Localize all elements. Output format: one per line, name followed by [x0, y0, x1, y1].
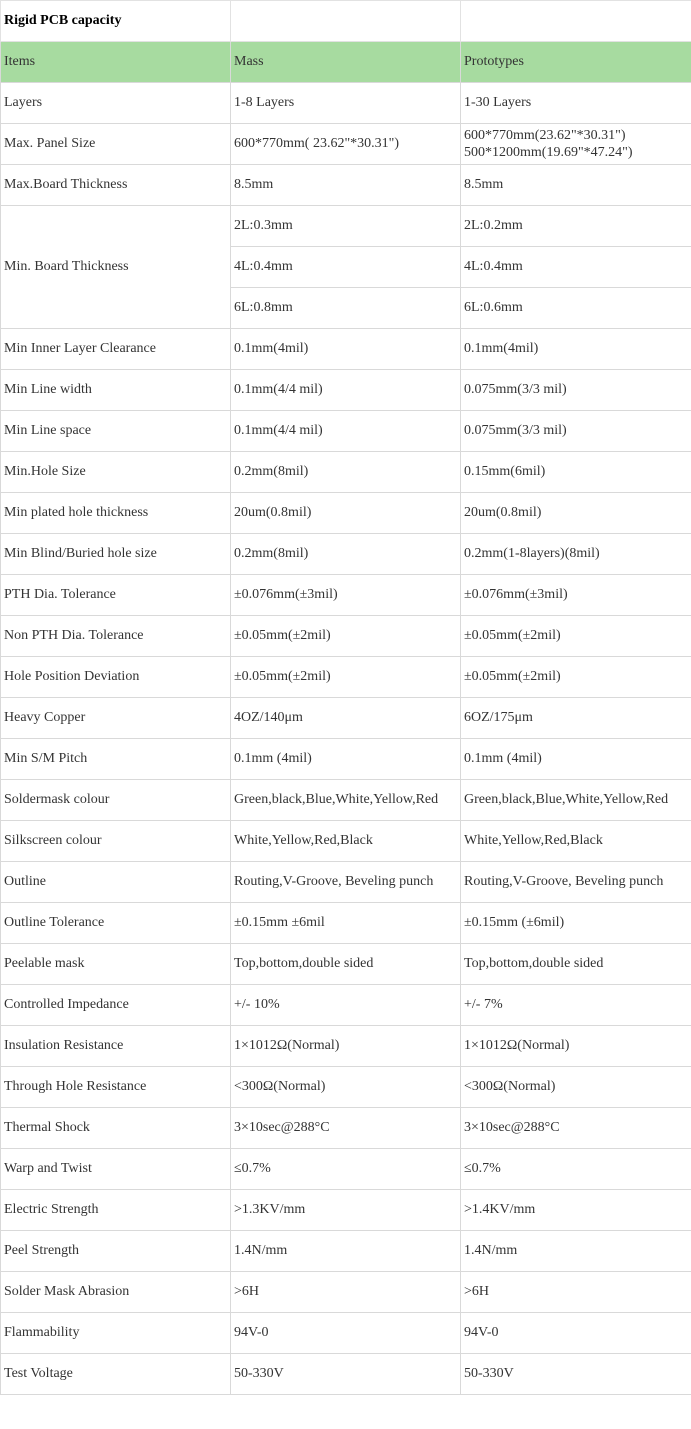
prototype-cell: ±0.076mm(±3mil): [461, 575, 691, 616]
table-row: [1, 1231, 691, 1272]
table-row: [1, 862, 691, 903]
prototype-cell: 3×10sec@288°C: [461, 1108, 691, 1149]
item-cell: Outline: [1, 862, 231, 903]
table-row: [1, 985, 691, 1026]
prototype-cell: 0.2mm(1-8layers)(8mil): [461, 534, 691, 575]
prototype-cell: Routing,V-Groove, Beveling punch: [461, 862, 691, 903]
table-row: [1, 452, 691, 493]
table-row: [1, 206, 691, 247]
prototype-cell: ±0.05mm(±2mil): [461, 616, 691, 657]
mass-cell: 94V-0: [231, 1313, 461, 1354]
mass-cell: <300Ω(Normal): [231, 1067, 461, 1108]
mass-cell: ≤0.7%: [231, 1149, 461, 1190]
mass-cell: White,Yellow,Red,Black: [231, 821, 461, 862]
mass-cell: 6L:0.8mm: [231, 288, 461, 329]
table-row: [1, 370, 691, 411]
table-row: [1, 1354, 691, 1395]
table-row: [1, 493, 691, 534]
table-row: [1, 1313, 691, 1354]
mass-cell: 0.1mm (4mil): [231, 739, 461, 780]
item-cell: Min plated hole thickness: [1, 493, 231, 534]
item-cell: Through Hole Resistance: [1, 1067, 231, 1108]
mass-cell: 0.1mm(4/4 mil): [231, 370, 461, 411]
item-cell: Test Voltage: [1, 1354, 231, 1395]
item-cell: Peel Strength: [1, 1231, 231, 1272]
table-row: [1, 575, 691, 616]
table-row: [1, 739, 691, 780]
mass-cell: +/- 10%: [231, 985, 461, 1026]
prototype-cell: Top,bottom,double sided: [461, 944, 691, 985]
prototype-cell: <300Ω(Normal): [461, 1067, 691, 1108]
mass-cell: >6H: [231, 1272, 461, 1313]
table-row: [1, 1190, 691, 1231]
table-row: [1, 1272, 691, 1313]
table-row: [1, 1067, 691, 1108]
item-cell: Controlled Impedance: [1, 985, 231, 1026]
prototype-line: 500*1200mm(19.69"*47.24"): [464, 145, 633, 160]
table-row: [1, 165, 691, 206]
mass-cell: ±0.05mm(±2mil): [231, 616, 461, 657]
prototype-cell: 0.075mm(3/3 mil): [461, 370, 691, 411]
item-cell: Peelable mask: [1, 944, 231, 985]
item-cell: Layers: [1, 83, 231, 124]
prototype-cell: 8.5mm: [461, 165, 691, 206]
table-row: [1, 124, 691, 165]
table-title: Rigid PCB capacity: [1, 1, 231, 42]
prototype-cell: ≤0.7%: [461, 1149, 691, 1190]
prototype-cell: 1×1012Ω(Normal): [461, 1026, 691, 1067]
prototype-cell: 50-330V: [461, 1354, 691, 1395]
prototype-cell: 4L:0.4mm: [461, 247, 691, 288]
item-cell: Soldermask colour: [1, 780, 231, 821]
item-cell: Outline Tolerance: [1, 903, 231, 944]
header-prototypes: Prototypes: [461, 42, 691, 83]
mass-cell: Top,bottom,double sided: [231, 944, 461, 985]
mass-cell: ±0.05mm(±2mil): [231, 657, 461, 698]
item-cell: Hole Position Deviation: [1, 657, 231, 698]
mass-cell: 1.4N/mm: [231, 1231, 461, 1272]
mass-cell: 1-8 Layers: [231, 83, 461, 124]
mass-cell: Green,black,Blue,White,Yellow,Red: [231, 780, 461, 821]
mass-cell: 0.1mm(4mil): [231, 329, 461, 370]
prototype-cell: ±0.15mm (±6mil): [461, 903, 691, 944]
mass-cell: ±0.076mm(±3mil): [231, 575, 461, 616]
item-cell: Min Line width: [1, 370, 231, 411]
table-body: [1, 1, 691, 1395]
item-cell: Min.Hole Size: [1, 452, 231, 493]
item-cell: Min Inner Layer Clearance: [1, 329, 231, 370]
header-mass: Mass: [231, 42, 461, 83]
mass-cell: 4L:0.4mm: [231, 247, 461, 288]
mass-cell: 0.2mm(8mil): [231, 452, 461, 493]
prototype-cell: 0.1mm (4mil): [461, 739, 691, 780]
mass-cell: 0.1mm(4/4 mil): [231, 411, 461, 452]
table-row: [1, 821, 691, 862]
prototype-cell: 20um(0.8mil): [461, 493, 691, 534]
mass-cell: 3×10sec@288°C: [231, 1108, 461, 1149]
prototype-cell: [461, 124, 691, 165]
item-cell: Warp and Twist: [1, 1149, 231, 1190]
table-row: [1, 1026, 691, 1067]
table-row: [1, 1149, 691, 1190]
mass-cell: 50-330V: [231, 1354, 461, 1395]
prototype-cell: 2L:0.2mm: [461, 206, 691, 247]
prototype-cell: 1-30 Layers: [461, 83, 691, 124]
prototype-cell: >6H: [461, 1272, 691, 1313]
table-row: [1, 534, 691, 575]
header-items: Items: [1, 42, 231, 83]
item-cell: Min Line space: [1, 411, 231, 452]
table-row: [1, 944, 691, 985]
item-cell: Min Blind/Buried hole size: [1, 534, 231, 575]
table-row: [1, 616, 691, 657]
prototype-cell: 6L:0.6mm: [461, 288, 691, 329]
table-row: [1, 903, 691, 944]
table-row: [1, 411, 691, 452]
table-row: [1, 1108, 691, 1149]
prototype-cell: White,Yellow,Red,Black: [461, 821, 691, 862]
item-cell: Thermal Shock: [1, 1108, 231, 1149]
title-row: [1, 1, 691, 42]
item-cell: Flammability: [1, 1313, 231, 1354]
item-cell: Min S/M Pitch: [1, 739, 231, 780]
item-cell: Insulation Resistance: [1, 1026, 231, 1067]
item-cell: PTH Dia. Tolerance: [1, 575, 231, 616]
table-row: [1, 698, 691, 739]
header-row: [1, 42, 691, 83]
mass-cell: 8.5mm: [231, 165, 461, 206]
prototype-line: 600*770mm(23.62"*30.31"): [464, 128, 626, 143]
item-cell: Max.Board Thickness: [1, 165, 231, 206]
item-cell: Heavy Copper: [1, 698, 231, 739]
item-cell: Min. Board Thickness: [1, 206, 231, 329]
prototype-cell: ±0.05mm(±2mil): [461, 657, 691, 698]
mass-cell: 0.2mm(8mil): [231, 534, 461, 575]
prototype-cell: 0.1mm(4mil): [461, 329, 691, 370]
mass-cell: 2L:0.3mm: [231, 206, 461, 247]
empty-cell: [231, 1, 461, 42]
item-cell: Non PTH Dia. Tolerance: [1, 616, 231, 657]
prototype-cell: Green,black,Blue,White,Yellow,Red: [461, 780, 691, 821]
item-cell: Max. Panel Size: [1, 124, 231, 165]
mass-cell: 1×1012Ω(Normal): [231, 1026, 461, 1067]
item-cell: Electric Strength: [1, 1190, 231, 1231]
table-row: [1, 780, 691, 821]
item-cell: Solder Mask Abrasion: [1, 1272, 231, 1313]
mass-cell: Routing,V-Groove, Beveling punch: [231, 862, 461, 903]
table-row: [1, 657, 691, 698]
mass-cell: ±0.15mm ±6mil: [231, 903, 461, 944]
prototype-cell: 6OZ/175μm: [461, 698, 691, 739]
prototype-cell: +/- 7%: [461, 985, 691, 1026]
mass-cell: 20um(0.8mil): [231, 493, 461, 534]
item-cell: Silkscreen colour: [1, 821, 231, 862]
table-row: [1, 83, 691, 124]
prototype-cell: >1.4KV/mm: [461, 1190, 691, 1231]
prototype-cell: 94V-0: [461, 1313, 691, 1354]
mass-cell: 600*770mm( 23.62"*30.31"): [231, 124, 461, 165]
prototype-cell: 0.15mm(6mil): [461, 452, 691, 493]
table-row: [1, 329, 691, 370]
prototype-cell: 0.075mm(3/3 mil): [461, 411, 691, 452]
prototype-cell: 1.4N/mm: [461, 1231, 691, 1272]
empty-cell: [461, 1, 691, 42]
mass-cell: 4OZ/140μm: [231, 698, 461, 739]
mass-cell: >1.3KV/mm: [231, 1190, 461, 1231]
